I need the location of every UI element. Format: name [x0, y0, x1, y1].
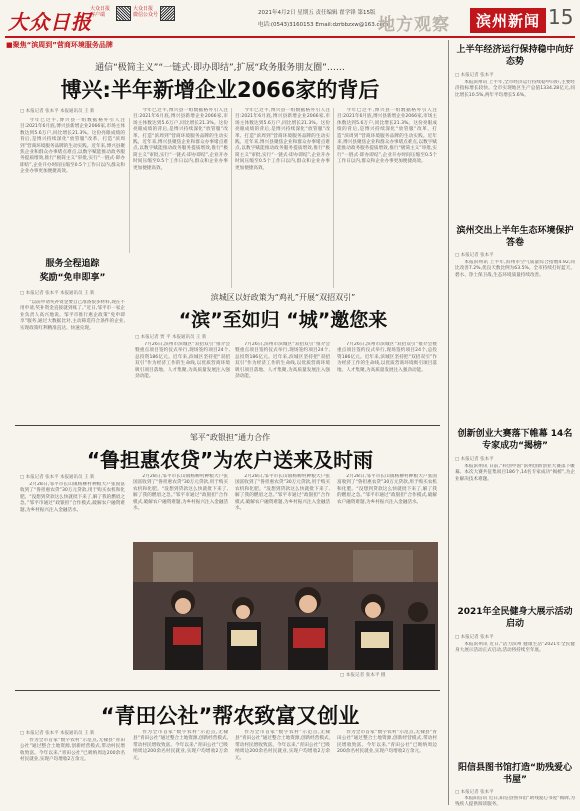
- bottom-headline: “青田公社”帮农致富又创业: [100, 704, 360, 728]
- bottom-body-col2: [133, 730, 228, 806]
- left-box-headline-2: 奖励“免申即享”: [39, 273, 106, 283]
- lead-body: 今年已过半,博兴县一组数据格外引人注目:2021年6月底,博兴县新增企业2066家,市场主体数达到5.6万户,同比增长21.3%。这份亮眼成绩的背后,是博兴持续深化“放管服”改革、打造“滨周到”营商环境服务品牌的生动实践。近年来,博兴县聚焦企业和群众办事堵点难点,以数字赋能推动政务服务提质增效,推行“极简主义”审批,实行“一链式·即办即结”,企业开办时间压缩至0.5个工作日以内,群众和企业办事更加便捷高效。: [20, 118, 125, 175]
- lead-body-col3: [235, 108, 330, 288]
- bottom-body-4: 作为全市首家“数字农村”示范点,无棣县“青田公社”通过整合土地资源,创新经营模式,带动村民增收致富。今年以来,“青田公社”已吸纳周边200余名村民就业,实现户均增收2万余元。: [337, 730, 437, 755]
- right-item5-body: 本报阳信讯 近日,阳信县图书馆“助残爱心书屋”揭牌,为残疾人提供阅读服务。: [455, 796, 575, 808]
- left-box-headline-1: 服务全程追踪: [45, 259, 100, 269]
- lower-kicker: 邹平“政银担”通力合作: [189, 433, 271, 442]
- lower-body: 2月28日,邹平市长山镇杨柳村种粮大户张国富收到了“鲁担惠农贷”30万元贷款,用于购买农机和化肥。“没想到贷款这么快就批下来了,解了我的燃眉之急。”邹平市通过“政银担”合作模式,破解农户融资难题,为乡村振兴注入金融活水。: [20, 482, 125, 513]
- bottom-body-col3: [235, 730, 330, 806]
- right-item3-byline: □ 本报记者 张本平: [455, 457, 494, 462]
- contact-line: 电话:(0543)3160153 Email:dzrbbzxw@163.com: [258, 22, 389, 28]
- lead-body-4: 今年已过半,博兴县一组数据格外引人注目:2021年6月底,博兴县新增企业2066家,市场主体数达到5.6万户,同比增长21.3%。这份亮眼成绩的背后,是博兴持续深化“放管服”改革、打造“滨周到”营商环境服务品牌的生动实践。近年来,博兴县聚焦企业和群众办事堵点难点,以数字赋能推动政务服务提质增效,推行“极简主义”审批,实行“一链式·即办即结”,企业开办时间压缩至0.5个工作日以内,群众和企业办事更加便捷高效。: [337, 108, 437, 165]
- bottom-body-3: 作为全市首家“数字农村”示范点,无棣县“青田公社”通过整合土地资源,创新经营模式,带动村民增收致富。今年以来,“青田公社”已吸纳周边200余名村民就业,实现户均增收2万余元。: [235, 730, 330, 761]
- qr-code-icon-2: [160, 6, 175, 21]
- lead-body-2: 今年已过半,博兴县一组数据格外引人注目:2021年6月底,博兴县新增企业2066家,市场主体数达到5.6万户,同比增长21.3%。这份亮眼成绩的背后,是博兴持续深化“放管服”改革、打造“滨周到”营商环境服务品牌的生动实践。近年来,博兴县聚焦企业和群众办事堵点难点,以数字赋能推动政务服务提质增效,推行“极简主义”审批,实行“一链式·即办即结”,企业开办时间压缩至0.5个工作日以内,群众和企业办事更加便捷高效。: [133, 108, 228, 171]
- lower-headline: “鲁担惠农贷”为农户送来及时雨: [86, 448, 374, 472]
- bottom-body-2: 作为全市首家“数字农村”示范点,无棣县“青田公社”通过整合土地资源,创新经营模式,带动村民增收致富。今年以来,“青田公社”已吸纳周边200余名村民就业,实现户均增收2万余元。: [133, 730, 228, 761]
- lower-body-col1: [20, 482, 125, 667]
- right-item1-byline: □ 本报记者 张本平: [455, 73, 494, 78]
- masthead: [0, 0, 580, 38]
- bottom-body-col4: [337, 730, 437, 806]
- lower-body-3: 2月28日,邹平市长山镇杨柳村种粮大户张国富收到了“鲁担惠农贷”30万元贷款,用于购买农机和化肥。“没想到贷款这么快就批下来了,解了我的燃眉之急。”邹平市通过“政银担”合作模式,破解农户融资难题,为乡村振兴注入金融活水。: [235, 474, 330, 512]
- lower-body-col4: [337, 474, 437, 539]
- lead-body-col2: [133, 108, 228, 288]
- mid-body-col2: [235, 342, 330, 422]
- right-item4-byline: □ 本报记者 张本平: [455, 635, 494, 640]
- right-item5-body-wrap: [455, 796, 575, 809]
- lower-body-col2: [133, 474, 228, 539]
- right-item3-body: 本报滨州讯 日前,“科创中国”滨州创新创业大赛落下帷幕。本次大赛共征集项目186个,14名专家成功“揭榜”,为企业解决技术难题。: [455, 464, 575, 482]
- masthead-rule: [5, 36, 575, 38]
- lead-headline: 博兴:半年新增企业2066家的背后: [60, 78, 380, 102]
- mid-headline: “滨”至如归 “城”邀您来: [178, 309, 388, 331]
- app-label-2: 客户端: [90, 12, 106, 18]
- right-item4-body: 本报滨州讯 近日,“活力滨州 健康生活”2021年全民健身大展示活动正式启动,活动将持续至年底。: [455, 642, 575, 654]
- photo-caption: □ 本报记者 张本平 摄: [340, 673, 386, 678]
- banner: ■聚焦“滨周到”营商环境服务品牌: [6, 41, 113, 49]
- lower-body-4: 2月28日,邹平市长山镇杨柳村种粮大户张国富收到了“鲁担惠农贷”30万元贷款,用于购买农机和化肥。“没想到贷款这么快就批下来了,解了我的燃眉之急。”邹平市通过“政银担”合作模式,破解农户融资难题,为乡村振兴注入金融活水。: [337, 474, 437, 505]
- section-name: 滨州新闻: [470, 8, 546, 33]
- left-box-body-wrap: [20, 300, 125, 420]
- lead-body-3: 今年已过半,博兴县一组数据格外引人注目:2021年6月底,博兴县新增企业2066家,市场主体数达到5.6万户,同比增长21.3%。这份亮眼成绩的背后,是博兴持续深化“放管服”改革、打造“滨周到”营商环境服务品牌的生动实践。近年来,博兴县聚焦企业和群众办事堵点难点,以数字赋能推动政务服务提质增效,推行“极简主义”审批,实行“一链式·即办即结”,企业开办时间压缩至0.5个工作日以内,群众和企业办事更加便捷高效。: [235, 108, 330, 171]
- date-line: 2021年4月2日 星期五 责任编辑 翟学锋 第15版: [258, 10, 376, 16]
- bottom-body-col1: [20, 738, 125, 806]
- right-item3-headline: 创新创业大赛落下帷幕 14名专家成功“揭榜”: [457, 429, 573, 451]
- lower-byline: □ 本报记者 张本平 本报通讯员 王 新: [20, 475, 95, 480]
- right-item4-headline: 2021年全民健身大展示活动启动: [457, 607, 573, 629]
- divider: [129, 118, 130, 253]
- bottom-body: 作为全市首家“数字农村”示范点,无棣县“青田公社”通过整合土地资源,创新经营模式,带动村民增收致富。今年以来,“青田公社”已吸纳周边200余名村民就业,实现户均增收2万余元。: [20, 738, 125, 763]
- wechat-label-2: 微信公众号: [133, 12, 159, 18]
- mid-body-3: 7月26日,滨州市滨城区“双招双引”推介会暨重点项目签约仪式举行,现场签约项目24个,总投资186亿元。近年来,滨城区坚持把“双招双引”作为经济工作的生命线,以优质营商环境吸引项目落地、人才集聚,为高质量发展注入强劲动能。: [337, 342, 437, 373]
- mid-body-col3: [337, 342, 437, 422]
- mid-body-col1: [135, 342, 230, 422]
- classroom-photo: [133, 542, 438, 670]
- right-item2-body-wrap: [455, 260, 575, 410]
- paper-name: 大众日报: [8, 10, 92, 34]
- right-item4-body-wrap: [455, 642, 575, 752]
- lower-body-col3: [235, 474, 330, 539]
- right-column-divider: [448, 40, 449, 805]
- lead-kicker: 通信“极简主义”“一链式·即办即结”,扩展“政务服务朋友圈”……: [95, 63, 345, 73]
- right-item1-body: 本报滨州讯 上半年,全市经济运行持续稳中向好,主要经济指标增长较快。全市实现地区生产总值1334.28亿元,同比增长10.5%,两年平均增长5.6%。: [455, 80, 575, 98]
- lower-body-2: 2月28日,邹平市长山镇杨柳村种粮大户张国富收到了“鲁担惠农贷”30万元贷款,用于购买农机和化肥。“没想到贷款这么快就批下来了,解了我的燃眉之急。”邹平市通过“政银担”合作模式,破解农户融资难题,为乡村振兴注入金融活水。: [133, 474, 228, 512]
- divider: [231, 108, 232, 288]
- news-photo: [133, 542, 438, 670]
- left-box-body: “以前申请奖补资金要自己准备很多材料,现在不用申请,奖补资金直接就到账了。”近日,邹平市一家企业负责人高兴地说。邹平市推行惠企政策“免申即享”服务,通过大数据比对,主动筛选符合条件的企业,实现政策红利精准直达、快速兑现。: [20, 300, 125, 331]
- bottom-byline: □ 本报记者 张本平 本报通讯员 王 新: [20, 731, 95, 736]
- mid-kicker: 滨城区以好政策为“鸡礼”开展“双招双引”: [210, 293, 356, 302]
- right-item2-body: 本报滨州讯 上半年,滨州市空气质量综合指数4.92,同比改善7.2%,优良天数比例为63.5%。全市持续打好蓝天、碧水、净土保卫战,生态环境质量持续改善。: [455, 260, 575, 278]
- wechat-label: 大众日报: [133, 6, 154, 12]
- right-item1-body-wrap: [455, 80, 575, 205]
- lead-byline: □ 本报记者 张本平 本报通讯员 王 新: [20, 109, 95, 114]
- mid-byline: □ 本报记者 贾 平 本报通讯员 王 新: [135, 335, 207, 340]
- right-item5-headline: 阳信县图书馆打造“助残爱心书屋”: [458, 763, 572, 785]
- lead-body-col4: [337, 108, 437, 288]
- right-item2-headline: 滨州交出上半年生态环境保护答卷: [456, 226, 574, 248]
- right-item3-body-wrap: [455, 464, 575, 599]
- section-title: 地方观察: [378, 15, 450, 35]
- right-item2-byline: □ 本报记者 张本平: [455, 253, 494, 258]
- app-label: 大众日报: [90, 6, 111, 12]
- right-item1-headline: 上半年经济运行保持稳中向好态势: [456, 45, 574, 67]
- lead-body-col1: [20, 118, 125, 253]
- section-rule: [15, 690, 440, 691]
- mid-body-2: 7月26日,滨州市滨城区“双招双引”推介会暨重点项目签约仪式举行,现场签约项目24个,总投资186亿元。近年来,滨城区坚持把“双招双引”作为经济工作的生命线,以优质营商环境吸引项目落地、人才集聚,为高质量发展注入强劲动能。: [235, 342, 330, 380]
- divider: [333, 108, 334, 288]
- mid-body: 7月26日,滨州市滨城区“双招双引”推介会暨重点项目签约仪式举行,现场签约项目24个,总投资186亿元。近年来,滨城区坚持把“双招双引”作为经济工作的生命线,以优质营商环境吸引项目落地、人才集聚,为高质量发展注入强劲动能。: [135, 342, 230, 380]
- qr-code-icon: [116, 6, 131, 21]
- page-number: 15: [548, 5, 574, 29]
- right-item5-byline: □ 本报记者 张本平: [455, 790, 494, 795]
- left-box-byline: □ 本报记者 张本平 本报通讯员 王 新: [20, 291, 95, 296]
- section-rule: [15, 425, 440, 426]
